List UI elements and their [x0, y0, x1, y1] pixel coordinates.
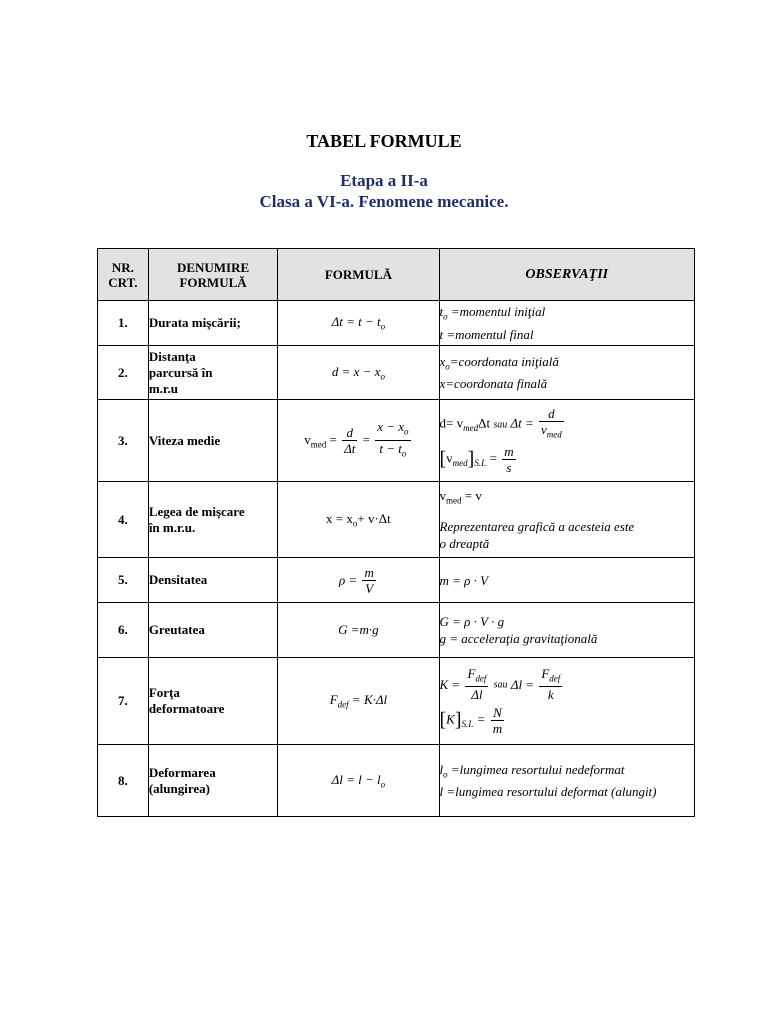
subtitle-clasa: Clasa a VI-a. Fenomene mecanice. — [259, 192, 509, 211]
row-number: 6. — [98, 603, 149, 658]
row-observations: $l_o$ =lungimea resortului nedeformat l =lungimea resortului deformat (alungit) — [439, 745, 695, 817]
row-number: 8. — [98, 745, 149, 817]
header-nr: NR. CRT. — [98, 249, 149, 301]
row-number: 5. — [98, 558, 149, 603]
row-observations: K = $\frac{F_{def}}{\Delta l}$ sau Δl = $\frac{F_{def}}{k}$ $[K]_{S.I.}$ = $\frac{N}{m}$ — [439, 658, 695, 745]
row-observations: $v_{med} = v$ Reprezentarea grafică a acesteia este o dreaptă — [439, 482, 695, 558]
row-observations: $x_o=coordonata$ iniţială x=coordonata finală — [439, 346, 695, 400]
row-name: Distanţa parcursă în m.r.u — [148, 346, 278, 400]
header-formula: FORMULĂ — [278, 249, 439, 301]
row-observations: $d= v_{med}\Delta t$ sau Δt = $\frac{d}{v_{med}}$ $[v_{med}]_{S.I.}$ = $\frac{m}{s}$ — [439, 400, 695, 482]
row-observations: G = ρ · V · g g = acceleraţia gravitaţională — [439, 603, 695, 658]
row-formula: $\Delta t = t - t_o$ — [278, 301, 439, 346]
row-name: Forţa deformatoare — [148, 658, 278, 745]
row-formula: $d = x - x_o$ — [278, 346, 439, 400]
row-formula: $v_{med}$ = $\frac{d}{\Delta t}$ = $\frac{x - x_o}{t - t_o}$ — [278, 400, 439, 482]
table-row — [98, 400, 695, 482]
table-header-row — [98, 249, 695, 301]
page-title: TABEL FORMULE — [306, 131, 462, 151]
row-number: 2. — [98, 346, 149, 400]
row-number: 4. — [98, 482, 149, 558]
row-name: Deformarea (alungirea) — [148, 745, 278, 817]
row-observations: $t_o$ =momentul iniţial t =momentul final — [439, 301, 695, 346]
row-name: Legea de mişcare în m.r.u. — [148, 482, 278, 558]
row-number: 3. — [98, 400, 149, 482]
row-formula: ρ = $\frac{m}{V}$ — [278, 558, 439, 603]
table-row — [98, 658, 695, 745]
formula-table — [97, 248, 695, 817]
row-formula: $F_{def} = K\cdot\Delta l$ — [278, 658, 439, 745]
row-name: Durata mişcării; — [148, 301, 278, 346]
row-formula: $\Delta l = l - l_o$ — [278, 745, 439, 817]
header-denumire: DENUMIRE FORMULĂ — [148, 249, 278, 301]
table-row — [98, 558, 695, 603]
row-name: Viteza medie — [148, 400, 278, 482]
row-name: Greutatea — [148, 603, 278, 658]
table-row — [98, 603, 695, 658]
table-row — [98, 346, 695, 400]
table-row — [98, 745, 695, 817]
header-observatii: OBSERVAŢII — [439, 249, 695, 301]
row-number: 7. — [98, 658, 149, 745]
row-name: Densitatea — [148, 558, 278, 603]
row-number: 1. — [98, 301, 149, 346]
table-row — [98, 482, 695, 558]
row-formula: G =m·g — [278, 603, 439, 658]
table-row — [98, 301, 695, 346]
subtitle-etapa: Etapa a II-a — [340, 171, 428, 190]
row-observations: m = ρ · V — [439, 558, 695, 603]
row-formula: $x = x_o+ v\cdot\Delta t$ — [278, 482, 439, 558]
